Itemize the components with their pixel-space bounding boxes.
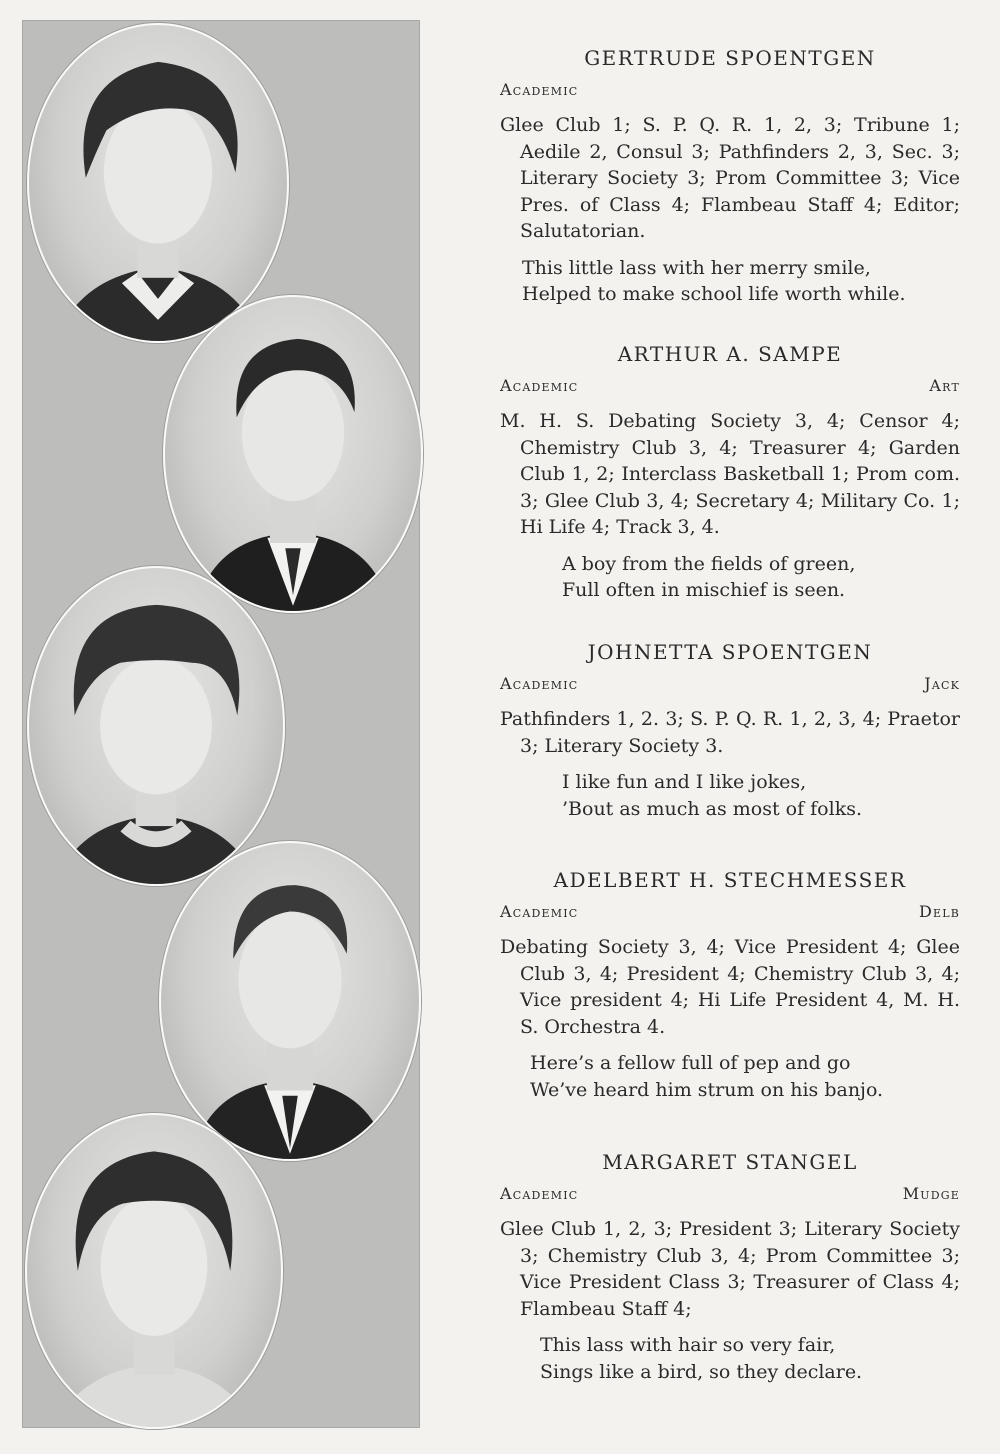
activities-text: Debating Society 3, 4; Vice President 4; Glee Club 3, 4; President 4; Chemistry Club 3, 4; Vice president 4; Hi Life President 4, M. H. S. Orchestra 4. xyxy=(500,936,960,1038)
entry-meta xyxy=(500,674,960,694)
verse-line: Helped to make school life worth while. xyxy=(522,283,906,305)
student-name: ADELBERT H. STECHMESSER xyxy=(553,868,907,892)
verse xyxy=(500,769,960,822)
entry-johnetta-spoentgen xyxy=(500,640,960,822)
portrait-figure xyxy=(29,25,287,341)
portrait-arthur-sampe xyxy=(163,295,423,613)
entry-meta xyxy=(500,376,960,396)
entry-meta xyxy=(500,1184,960,1204)
entry-adelbert-stechmesser xyxy=(500,868,960,1103)
student-name: ARTHUR A. SAMPE xyxy=(617,342,843,366)
verse-line: We’ve heard him strum on his banjo. xyxy=(530,1078,884,1101)
student-name: MARGARET STANGEL xyxy=(602,1150,858,1174)
entry-meta xyxy=(500,902,960,922)
nickname-label: Jack xyxy=(924,674,960,693)
portrait-figure xyxy=(165,297,421,611)
entry-arthur-sampe xyxy=(500,342,960,604)
entry-margaret-stangel xyxy=(500,1150,960,1385)
nickname-label: Delb xyxy=(918,902,960,921)
portrait-gertrude-spoentgen xyxy=(27,23,289,343)
photo-strip xyxy=(22,20,420,1428)
verse xyxy=(500,551,960,604)
activities-text: Pathfinders 1, 2. 3; S. P. Q. R. 1, 2, 3, 4; Praetor 3; Literary Society 3. xyxy=(500,708,960,757)
portrait-figure xyxy=(29,568,283,884)
portrait-figure xyxy=(27,1115,281,1427)
verse xyxy=(500,255,960,308)
portrait-johnetta-spoentgen xyxy=(27,566,285,886)
verse-line: This lass with hair so very fair, xyxy=(540,1334,836,1356)
nickname-label: Art xyxy=(929,376,960,395)
activities-text: M. H. S. Debating Society 3, 4; Censor 4; Chemistry Club 3, 4; Treasurer 4; Garden Club 1, 2; Interclass Basketball 1; Prom com. 3; Glee Club 3, 4; Secretary 4; Military Co. 1; Hi Life 4; Track 3, 4. xyxy=(500,410,960,538)
entry-meta xyxy=(500,80,960,100)
course-label: Academic xyxy=(500,902,579,921)
verse-line: This little lass with her merry smile, xyxy=(522,256,871,279)
portrait-adelbert-stechmesser xyxy=(159,841,421,1161)
course-label: Academic xyxy=(500,1184,579,1203)
course-label: Academic xyxy=(500,376,579,395)
student-name: GERTRUDE SPOENTGEN xyxy=(584,46,876,70)
activities-text: Glee Club 1; S. P. Q. R. 1, 2, 3; Tribune 1; Aedile 2, Consul 3; Pathfinders 2, 3, Sec. 3; Literary Society 3; Prom Committee 3; Vice Pres. of Class 4; Flambeau Staff 4; Editor; Salutatorian. xyxy=(500,114,960,242)
verse xyxy=(500,1050,960,1103)
portrait-margaret-stangel xyxy=(25,1113,283,1429)
verse-line: Full often in mischief is seen. xyxy=(562,579,846,601)
verse xyxy=(500,1332,960,1385)
entry-gertrude-spoentgen xyxy=(500,46,960,308)
verse-line: ’Bout as much as most of folks. xyxy=(562,797,863,820)
course-label: Academic xyxy=(500,80,579,99)
verse-line: I like fun and I like jokes, xyxy=(562,771,807,793)
verse-line: A boy from the fields of green, xyxy=(562,552,856,575)
student-name: JOHNETTA SPOENTGEN xyxy=(587,640,873,664)
course-label: Academic xyxy=(500,674,579,693)
nickname-label: Mudge xyxy=(902,1184,960,1203)
verse-line: Here’s a fellow full of pep and go xyxy=(530,1052,851,1074)
verse-line: Sings like a bird, so they declare. xyxy=(540,1360,863,1383)
portrait-figure xyxy=(161,843,419,1159)
activities-text: Glee Club 1, 2, 3; President 3; Literary Society 3; Chemistry Club 3, 4; Prom Committee 3; Vice President Class 3; Treasurer of Class 4; Flambeau Staff 4; xyxy=(500,1218,960,1320)
